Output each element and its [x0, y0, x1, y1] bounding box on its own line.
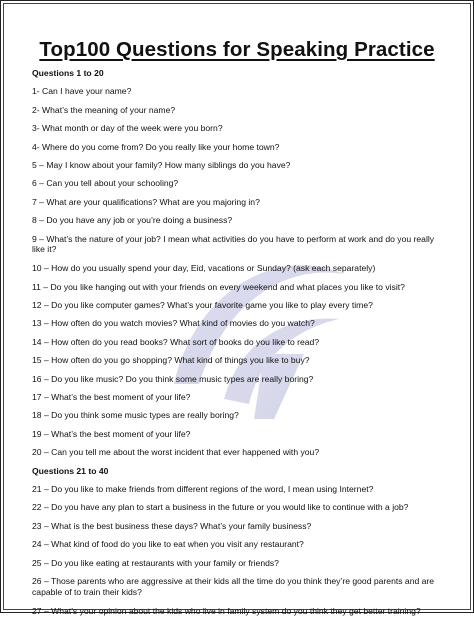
list-item: 15 – How often do you go shopping? What kind of things you like to buy?	[32, 355, 310, 366]
questions-list	[32, 68, 448, 625]
section-heading: Questions 21 to 40	[32, 465, 109, 476]
list-item: 20 – Can you tell me about the worst incident that ever happened with you?	[32, 447, 320, 458]
list-item: 23 – What is the best business these days? What’s your family business?	[32, 520, 312, 531]
list-item: 12 – Do you like computer games? What’s your favorite game you like to play every time?	[32, 300, 373, 311]
list-item: 21 – Do you like to make friends from different regions of the word, I mean using Internet?	[32, 483, 374, 494]
list-item: 25 – Do you like eating at restaurants with your family or friends?	[32, 557, 279, 568]
list-item: 26 – Those parents who are aggressive at their kids all the time do you think they’re good parents and are capable of to train their kids?	[32, 575, 435, 597]
page-title: Top100 Questions for Speaking Practice	[39, 38, 435, 61]
list-item: 17 – What’s the best moment of your life?	[32, 392, 191, 403]
list-item: 18 – Do you think some music types are really boring?	[32, 410, 239, 421]
list-item: 7 – What are your qualifications? What are you majoring in?	[32, 196, 260, 207]
list-item: 10 – How do you usually spend your day, Eid, vacations or Sunday? (ask each separately)	[32, 263, 376, 274]
list-item: 2- What’s the meaning of your name?	[32, 104, 176, 115]
list-item: 14 – How often do you read books? What sort of books do you like to read?	[32, 336, 320, 347]
list-item: 8 – Do you have any job or you’re doing a business?	[32, 215, 233, 226]
list-item: 16 – Do you like music? Do you think some music types are really boring?	[32, 373, 314, 384]
list-item: 27 – What’s your opinion about the kids who live in family system do you think they get better training?	[32, 605, 421, 616]
list-item: 3- What month or day of the week were you born?	[32, 123, 223, 134]
list-item: 6 – Can you tell about your schooling?	[32, 178, 179, 189]
list-item: 22 – Do you have any plan to start a business in the future or you would like to continue with a job?	[32, 502, 409, 513]
list-item: 11 – Do you like hanging out with your friends on every weekend and what places you like to visit?	[32, 281, 405, 292]
list-item: 19 – What’s the best moment of your life?	[32, 428, 191, 439]
list-item: 5 – May I know about your family? How many siblings do you have?	[32, 159, 291, 170]
section-heading: Questions 1 to 20	[32, 68, 104, 78]
list-item: 4- Where do you come from? Do you really like your home town?	[32, 141, 280, 152]
list-item: 24 – What kind of food do you like to eat when you visit any restaurant?	[32, 539, 304, 550]
page-border	[3, 3, 471, 616]
list-item: 1- Can I have your name?	[32, 86, 132, 97]
list-item: 13 – How often do you watch movies? What kind of movies do you watch?	[32, 318, 315, 329]
list-item: 9 – What’s the nature of your job? I mean what activities do you have to perform at work and do you really like it?	[32, 233, 435, 255]
